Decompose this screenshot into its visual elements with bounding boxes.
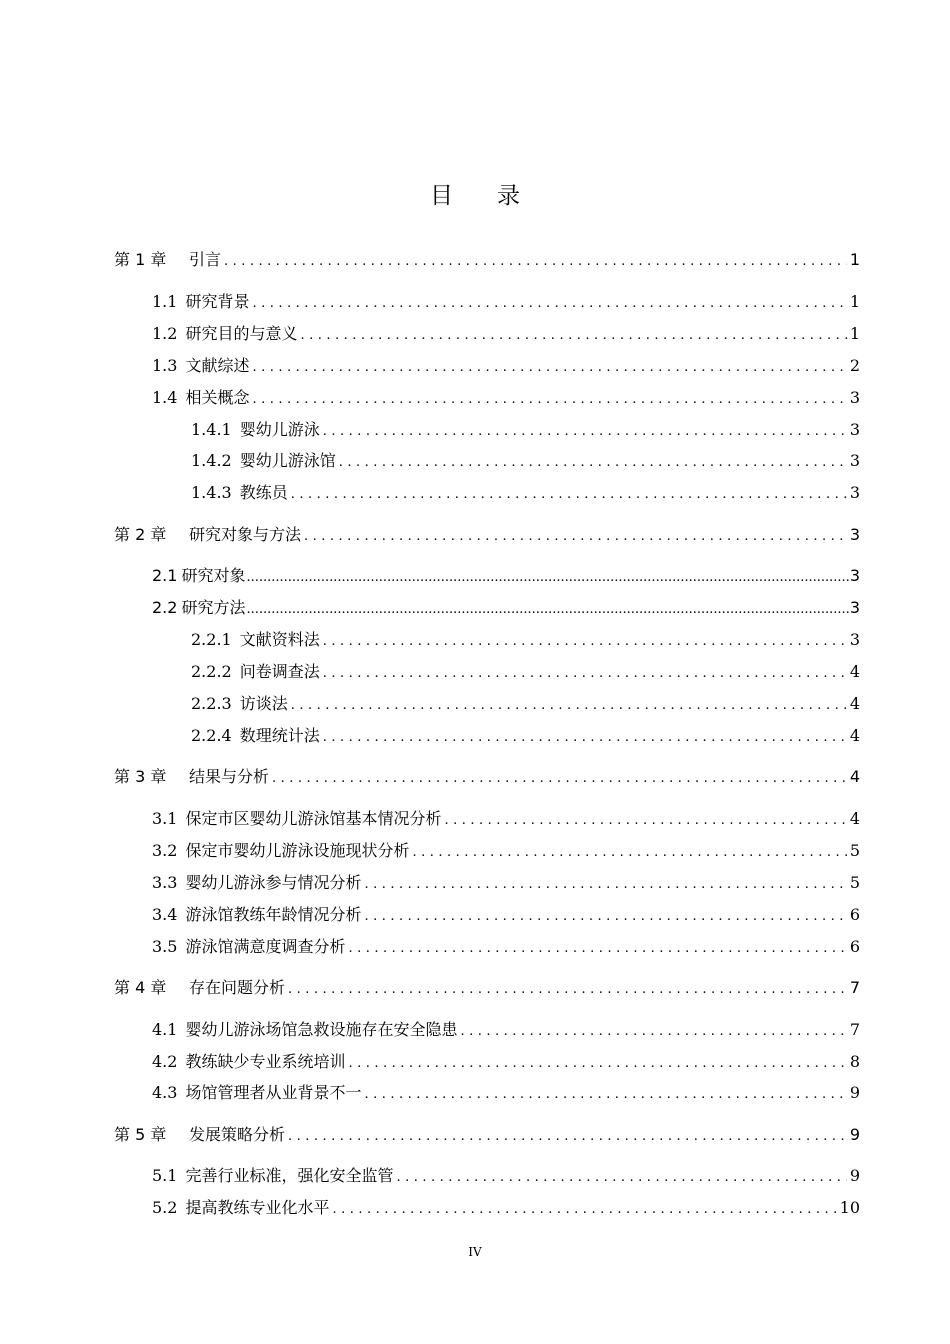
- toc-entry-page: 3: [849, 483, 860, 502]
- toc-entry-number: 2.1: [152, 566, 178, 585]
- toc-entry-page: 6: [849, 937, 860, 956]
- toc-entry-page: 4: [849, 767, 860, 786]
- toc-entry-2-2-1[interactable]: [191, 630, 860, 650]
- toc-entry-page: 4: [849, 809, 860, 828]
- toc-entry-1-1[interactable]: [152, 292, 860, 312]
- toc-entry-4-3[interactable]: [152, 1083, 860, 1103]
- toc-dot-leader: [412, 845, 846, 861]
- toc-entry-1-4-2[interactable]: [191, 451, 860, 471]
- toc-entry-number: 第 1 章: [114, 250, 167, 269]
- toc-entry-chapter-3[interactable]: [114, 767, 860, 787]
- toc-entry-title: 研究对象与方法: [189, 525, 302, 544]
- toc-entry-number: 2.2.2: [191, 662, 232, 681]
- toc-entry-title: 结果与分析: [189, 767, 270, 786]
- toc-entry-3-2[interactable]: [152, 841, 860, 861]
- toc-entry-page: 3: [849, 451, 860, 470]
- toc-entry-page: 3: [849, 388, 860, 407]
- toc-entry-number: 1.4.3: [191, 483, 232, 502]
- toc-entry-title: 数理统计法: [239, 726, 320, 745]
- toc-entry-title: 问卷调查法: [239, 662, 320, 681]
- toc-entry-title: 存在问题分析: [189, 978, 286, 997]
- toc-entry-3-4[interactable]: [152, 905, 860, 925]
- toc-dot-leader: [288, 1129, 847, 1145]
- toc-dot-leader: [396, 1170, 846, 1186]
- toc-dot-leader: [444, 813, 846, 829]
- toc-entry-number: 第 2 章: [114, 525, 167, 544]
- toc-entry-page: 7: [849, 1020, 860, 1039]
- toc-entry-3-1[interactable]: [152, 809, 860, 829]
- toc-dot-leader: [304, 529, 847, 545]
- toc-entry-title: 婴幼儿游泳: [239, 420, 320, 439]
- toc-entry-title: 相关概念: [185, 388, 250, 407]
- toc-entry-title: 游泳馆教练年龄情况分析: [185, 905, 362, 924]
- toc-dot-leader: [323, 730, 847, 746]
- toc-entry-title: 场馆管理者从业背景不一: [185, 1083, 362, 1102]
- toc-entry-title: 游泳馆满意度调查分析: [185, 937, 346, 956]
- toc-entry-title: 研究目的与意义: [185, 324, 298, 343]
- toc-dot-leader: [332, 1202, 836, 1218]
- toc-entry-1-4-1[interactable]: [191, 420, 860, 440]
- toc-entry-number: 3.4: [152, 905, 178, 924]
- toc-dot-leader: [246, 602, 848, 618]
- toc-dot-leader: [291, 487, 847, 503]
- toc-entry-4-2[interactable]: [152, 1052, 860, 1072]
- toc-entry-chapter-2[interactable]: [114, 525, 860, 545]
- toc-entry-number: 3.3: [152, 873, 178, 892]
- toc-entry-page: 3: [849, 630, 860, 649]
- toc-entry-page: 1: [849, 292, 860, 311]
- toc-entry-4-1[interactable]: [152, 1020, 860, 1040]
- toc-entry-page: 9: [849, 1083, 860, 1102]
- toc-entry-page: 8: [849, 1052, 860, 1071]
- toc-entry-title: 研究背景: [185, 292, 250, 311]
- toc-dot-leader: [252, 296, 846, 312]
- toc-dot-leader: [460, 1024, 846, 1040]
- toc-entry-title: 访谈法: [239, 694, 288, 713]
- toc-entry-page: 3: [849, 598, 860, 617]
- toc-entry-number: 3.2: [152, 841, 178, 860]
- toc-entry-title: 保定市婴幼儿游泳设施现状分析: [185, 841, 410, 860]
- page-number: IV: [468, 1245, 482, 1259]
- toc-entry-number: 第 4 章: [114, 978, 167, 997]
- toc-entry-number: 4.2: [152, 1052, 178, 1071]
- toc-entry-title: 教练缺少专业系统培训: [185, 1052, 346, 1071]
- toc-entry-number: 3.5: [152, 937, 178, 956]
- toc-entry-3-3[interactable]: [152, 873, 860, 893]
- toc-dot-leader: [252, 360, 846, 376]
- toc-dot-leader: [348, 1056, 846, 1072]
- toc-entry-number: 2.2.4: [191, 726, 232, 745]
- toc-entry-2-2-4[interactable]: [191, 726, 860, 746]
- toc-dot-leader: [364, 909, 846, 925]
- toc-entry-title: 文献综述: [185, 356, 250, 375]
- toc-entry-number: 2.2: [152, 598, 178, 617]
- toc-entry-page: 2: [849, 356, 860, 375]
- toc-entry-page: 4: [849, 694, 860, 713]
- toc-entry-number: 2.2.3: [191, 694, 232, 713]
- toc-entry-3-5[interactable]: [152, 937, 860, 957]
- toc-entry-1-4-3[interactable]: [191, 483, 860, 503]
- toc-dot-leader: [288, 982, 847, 998]
- toc-entry-page: 1: [849, 324, 860, 343]
- toc-entry-number: 1.4.1: [191, 420, 232, 439]
- toc-entry-title: 婴幼儿游泳馆: [239, 451, 336, 470]
- toc-entry-number: 5.1: [152, 1166, 178, 1185]
- toc-entry-1-3[interactable]: [152, 356, 860, 376]
- toc-dot-leader: [291, 698, 847, 714]
- toc-dot-leader: [323, 666, 847, 682]
- toc-entry-title: 教练员: [239, 483, 288, 502]
- toc-entry-5-1[interactable]: [152, 1166, 860, 1186]
- toc-entry-number: 4.1: [152, 1020, 178, 1039]
- toc-entry-title: 保定市区婴幼儿游泳馆基本情况分析: [185, 809, 442, 828]
- toc-entry-2-2-3[interactable]: [191, 694, 860, 714]
- toc-entry-page: 3: [849, 420, 860, 439]
- toc-entry-chapter-5[interactable]: [114, 1125, 860, 1145]
- toc-entry-title: 完善行业标准，强化安全监管: [185, 1166, 394, 1185]
- toc-entry-chapter-4[interactable]: [114, 978, 860, 998]
- toc-entry-1-4[interactable]: [152, 388, 860, 408]
- toc-entry-2-2[interactable]: [152, 598, 860, 618]
- toc-entry-number: 3.1: [152, 809, 178, 828]
- toc-entry-title: 研究方法: [181, 598, 246, 617]
- toc-entry-number: 第 3 章: [114, 767, 167, 786]
- toc-entry-number: 1.2: [152, 324, 178, 343]
- toc-entry-title: 研究对象: [181, 566, 246, 585]
- toc-entry-number: 1.4: [152, 388, 178, 407]
- toc-entry-page: 6: [849, 905, 860, 924]
- toc-entry-number: 1.4.2: [191, 451, 232, 470]
- toc-entry-page: 10: [839, 1198, 860, 1217]
- toc-dot-leader: [339, 455, 847, 471]
- toc-entry-page: 4: [849, 662, 860, 681]
- page-title: 目录: [430, 183, 564, 209]
- toc-entry-page: 9: [849, 1125, 860, 1144]
- toc-entry-2-2-2[interactable]: [191, 662, 860, 682]
- toc-entry-title: 文献资料法: [239, 630, 320, 649]
- toc-entry-number: 4.3: [152, 1083, 178, 1102]
- toc-entry-page: 1: [849, 250, 860, 269]
- toc-dot-leader: [272, 771, 847, 787]
- toc-entry-title: 婴幼儿游泳参与情况分析: [185, 873, 362, 892]
- toc-entry-page: 7: [849, 978, 860, 997]
- toc-entry-2-1[interactable]: [152, 566, 860, 586]
- toc-entry-page: 9: [849, 1166, 860, 1185]
- toc-entry-page: 3: [849, 525, 860, 544]
- toc-entry-page: 5: [849, 841, 860, 860]
- toc-dot-leader: [224, 254, 847, 270]
- toc-entry-number: 第 5 章: [114, 1125, 167, 1144]
- toc-entry-number: 2.2.1: [191, 630, 232, 649]
- toc-entry-page: 4: [849, 726, 860, 745]
- toc-dot-leader: [246, 570, 848, 586]
- toc-entry-title: 提高教练专业化水平: [185, 1198, 330, 1217]
- toc-dot-leader: [348, 941, 846, 957]
- toc-entry-page: 5: [849, 873, 860, 892]
- toc-entry-number: 1.3: [152, 356, 178, 375]
- toc-dot-leader: [323, 634, 847, 650]
- toc-entry-chapter-1[interactable]: [114, 250, 860, 270]
- toc-dot-leader: [364, 877, 846, 893]
- toc-entry-number: 5.2: [152, 1198, 178, 1217]
- toc-entry-5-2[interactable]: [152, 1198, 860, 1218]
- toc-entry-number: 1.1: [152, 292, 178, 311]
- toc-dot-leader: [300, 328, 846, 344]
- toc-dot-leader: [323, 424, 847, 440]
- toc-entry-title: 婴幼儿游泳场馆急救设施存在安全隐患: [185, 1020, 458, 1039]
- toc-entry-page: 3: [849, 566, 860, 585]
- toc-entry-1-2[interactable]: [152, 324, 860, 344]
- toc-dot-leader: [364, 1087, 846, 1103]
- toc-entry-title: 发展策略分析: [189, 1125, 286, 1144]
- toc-entry-title: 引言: [189, 250, 222, 269]
- toc-dot-leader: [252, 392, 846, 408]
